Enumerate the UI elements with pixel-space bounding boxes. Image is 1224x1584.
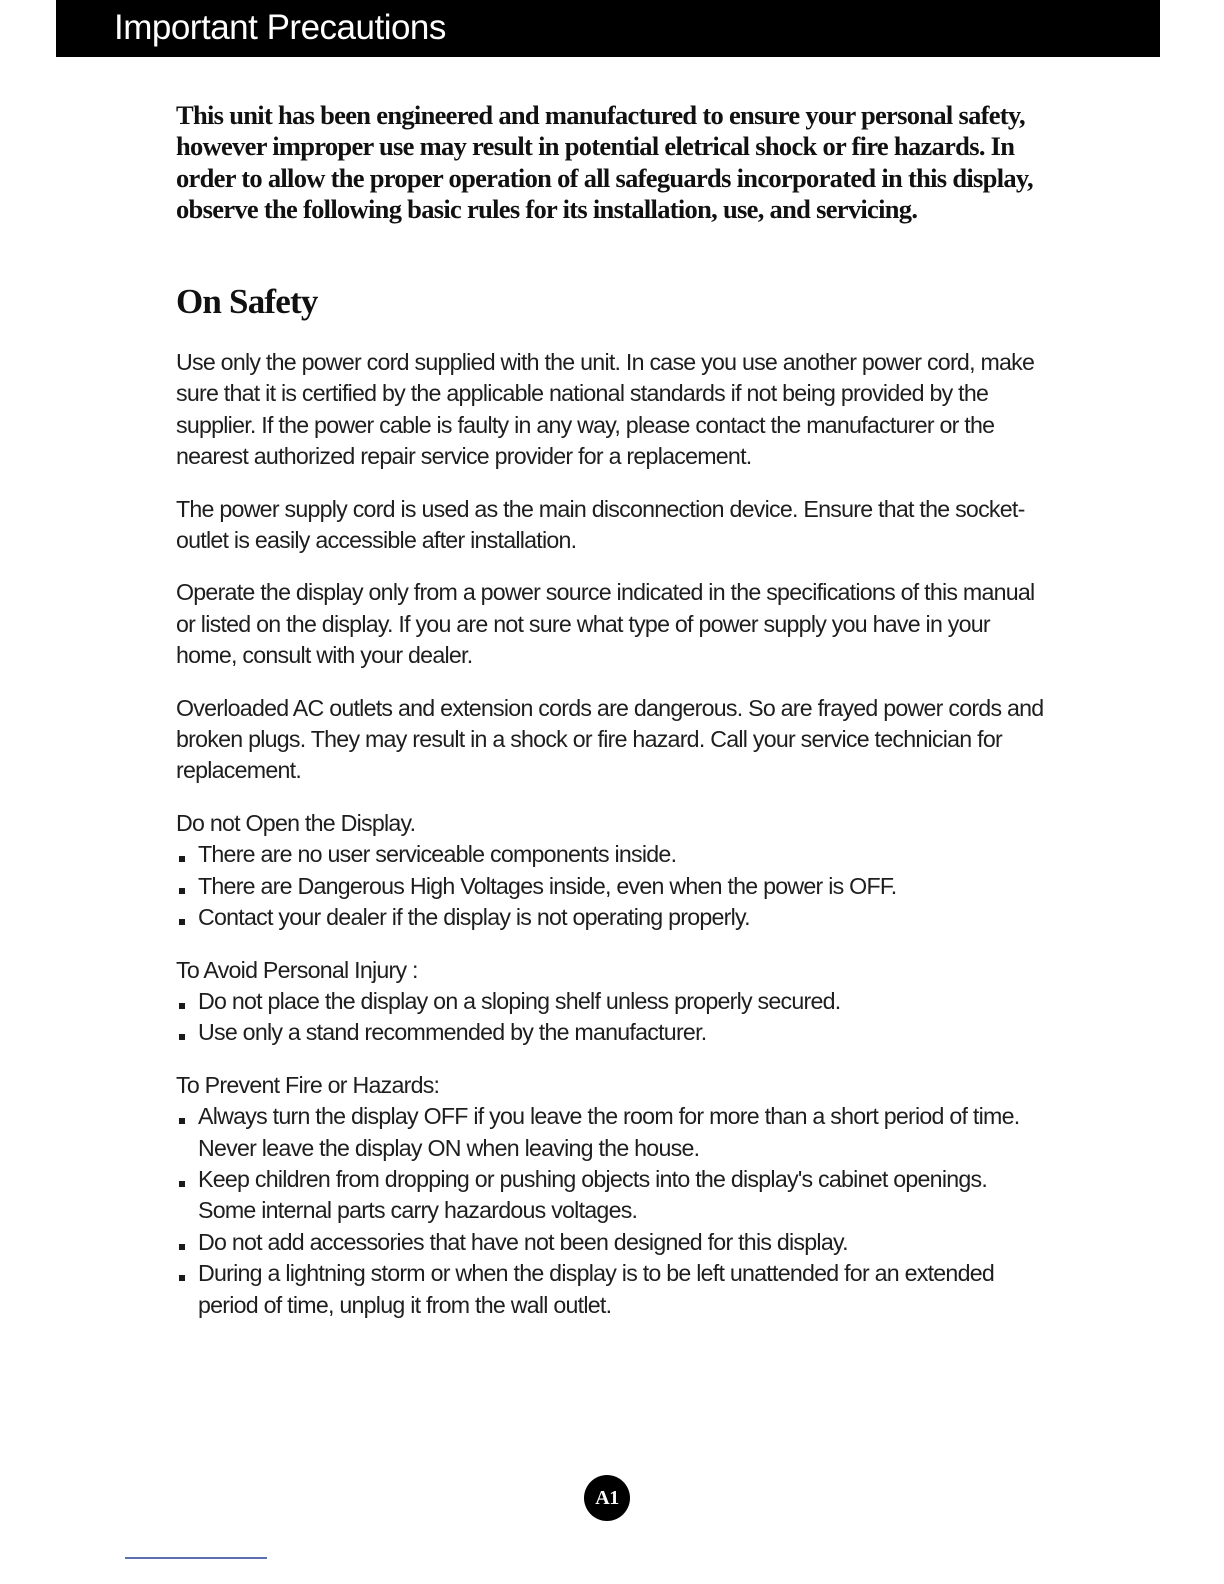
- square-bullet-icon: [179, 1275, 185, 1281]
- list-item-text: Use only a stand recommended by the manufacturer.: [198, 1019, 707, 1046]
- square-bullet-icon: [179, 1118, 185, 1124]
- group-do-not-open: [176, 808, 1046, 934]
- square-bullet-icon: [179, 919, 185, 925]
- bullet-list: [176, 986, 1046, 1049]
- paragraph-disconnection: The power supply cord is used as the main disconnection device. Ensure that the socket-outlet is easily accessible after installation.: [176, 495, 1025, 554]
- list-item: [176, 839, 1046, 870]
- square-bullet-icon: [179, 1181, 185, 1187]
- group-avoid-injury: [176, 955, 1046, 1049]
- safety-content: [176, 347, 1046, 1342]
- square-bullet-icon: [179, 1003, 185, 1009]
- section-title: On Safety: [176, 282, 318, 321]
- list-item-text: There are no user serviceable components inside.: [198, 841, 677, 868]
- list-item: [176, 1164, 1046, 1227]
- list-item: [176, 986, 1046, 1017]
- footer-divider: [125, 1557, 267, 1559]
- group-label: Do not Open the Display.: [176, 809, 416, 836]
- list-item-text: Contact your dealer if the display is not operating properly.: [198, 904, 750, 931]
- square-bullet-icon: [179, 856, 185, 862]
- group-label: To Avoid Personal Injury :: [176, 956, 418, 983]
- square-bullet-icon: [179, 1034, 185, 1040]
- paragraph-overload: Overloaded AC outlets and extension cords are dangerous. So are frayed power cords and broken plugs. They may result in a shock or fire hazard. Call your service technician for replacement.: [176, 694, 1044, 784]
- list-item-text: During a lightning storm or when the display is to be left unattended for an extended period of time, unplug it from the wall outlet.: [198, 1260, 995, 1318]
- list-item-text: Do not add accessories that have not been designed for this display.: [198, 1228, 848, 1255]
- list-item-text: There are Dangerous High Voltages inside, even when the power is OFF.: [198, 872, 897, 899]
- square-bullet-icon: [179, 888, 185, 894]
- list-item: [176, 1227, 1046, 1258]
- list-item: [176, 902, 1046, 933]
- list-item: [176, 1101, 1046, 1164]
- group-prevent-fire: [176, 1070, 1046, 1321]
- group-label: To Prevent Fire or Hazards:: [176, 1071, 440, 1098]
- bullet-list: [176, 839, 1046, 933]
- square-bullet-icon: [179, 1244, 185, 1250]
- paragraph-power-source: Operate the display only from a power source indicated in the specifications of this manual or listed on the display. If you are not sure what type of power supply you have in your home, consult with your dealer.: [176, 579, 1035, 669]
- list-item-text: Do not place the display on a sloping shelf unless properly secured.: [198, 987, 841, 1014]
- list-item: [176, 1017, 1046, 1048]
- list-item: [176, 871, 1046, 902]
- list-item-text: Keep children from dropping or pushing objects into the display's cabinet openings. Some internal parts carry hazardous voltages.: [198, 1165, 988, 1224]
- header-bar: [56, 0, 1160, 57]
- page-number-badge: A1: [584, 1475, 630, 1521]
- bullet-list: [176, 1101, 1046, 1321]
- page-title: Important Precautions: [114, 8, 446, 47]
- paragraph-power-cord: Use only the power cord supplied with the unit. In case you use another power cord, make sure that it is certified by the applicable national standards if not being provided by the supplier. If the power cable is faulty in any way, please contact the manufacturer or the nearest authorized repair service provider for a replacement.: [176, 349, 1035, 470]
- intro-paragraph: This unit has been engineered and manufactured to ensure your personal safety, however improper use may result in potential eletrical shock or fire hazards. In order to allow the proper operation of all safeguards incorporated in this display, observe the following basic rules for its installation, use, and servicing.: [176, 100, 1033, 225]
- list-item: [176, 1258, 1046, 1321]
- list-item-text: Always turn the display OFF if you leave the room for more than a short period of time. Never leave the display ON when leaving the house.: [198, 1103, 1020, 1161]
